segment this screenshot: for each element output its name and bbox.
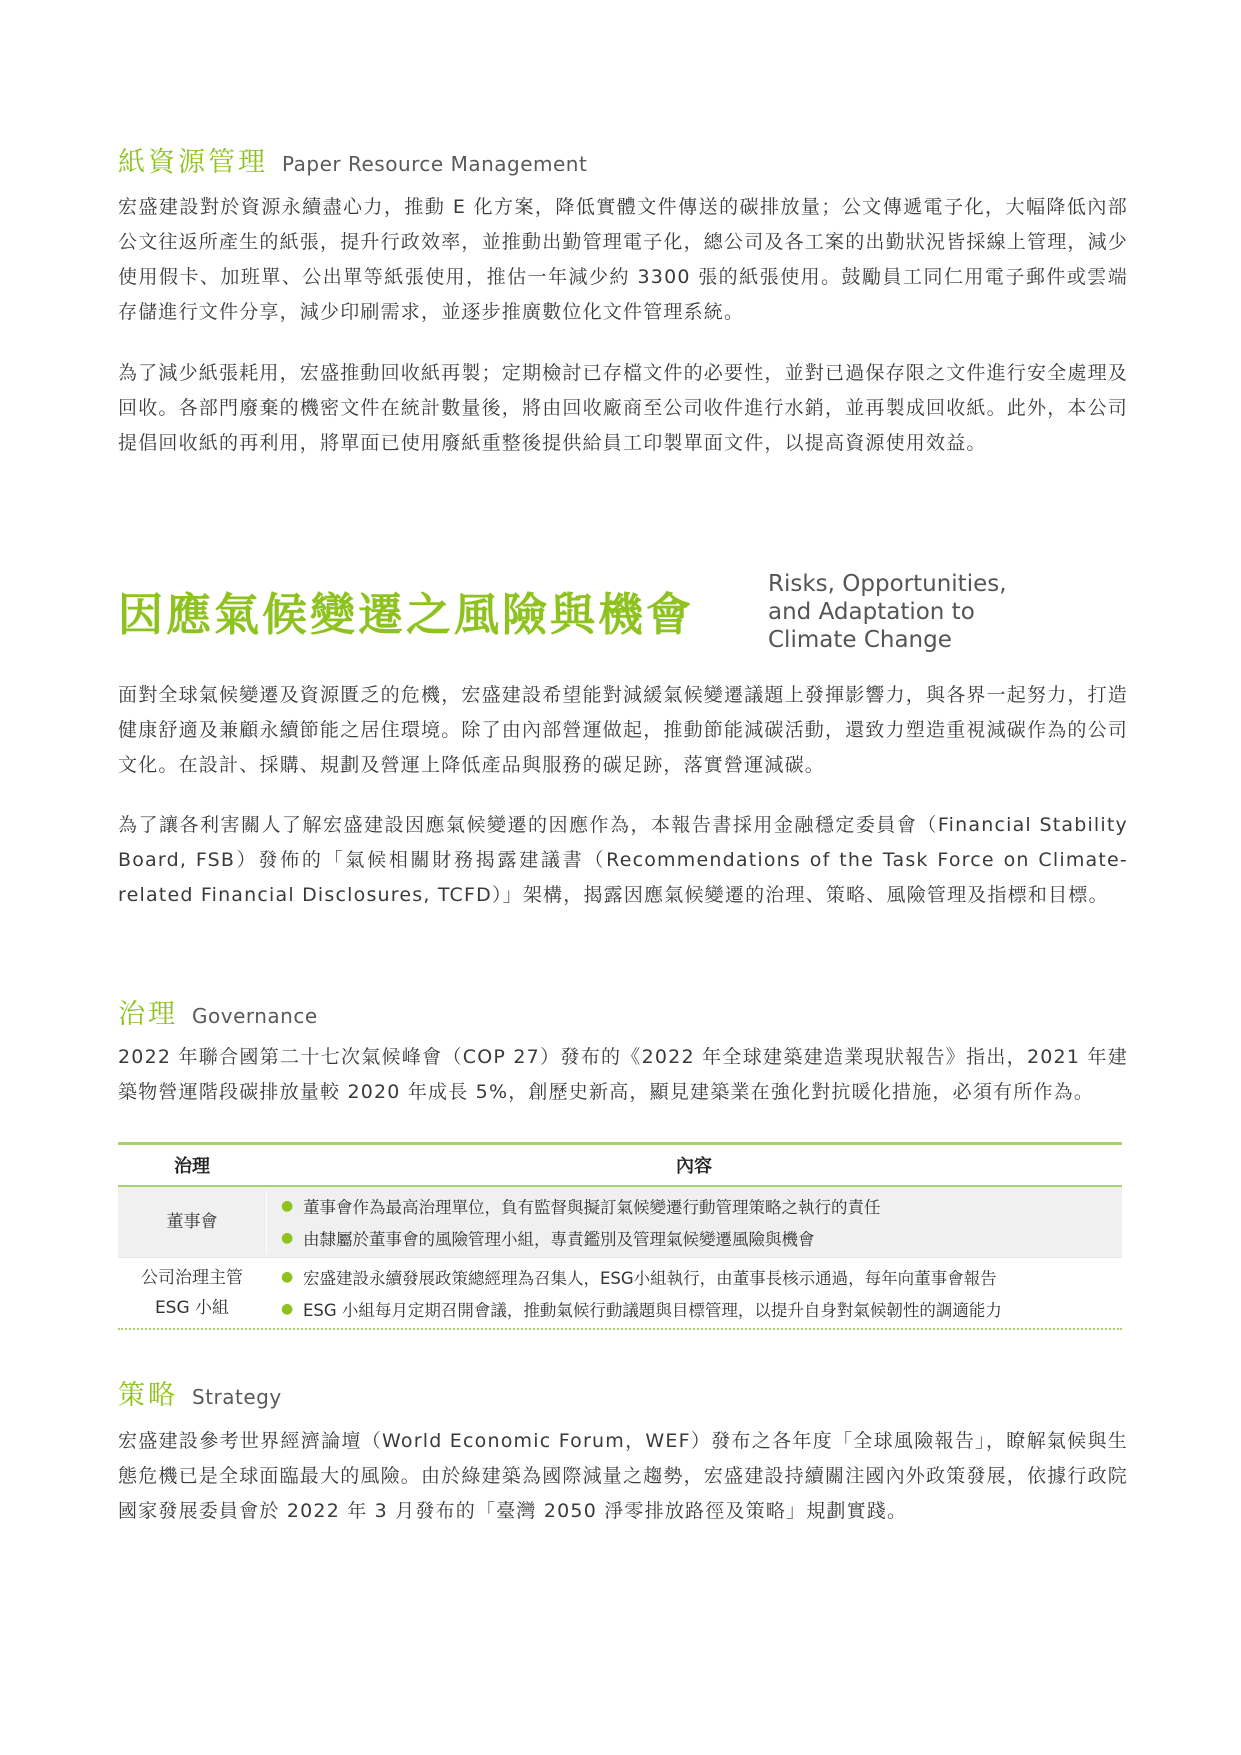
bullet-dot-icon: ●: [281, 1230, 294, 1246]
table-row-name: [118, 1263, 266, 1323]
table-header-governance: 治理: [174, 1156, 210, 1177]
table-row: [118, 1187, 1122, 1257]
row-name-line-1: 公司治理主管: [141, 1268, 243, 1288]
strategy-title-zh: 策略: [118, 1380, 178, 1411]
table-row: [118, 1257, 1122, 1328]
table-bottom-divider: [118, 1328, 1122, 1330]
climate-title-en-line-2: and Adaptation to: [768, 599, 975, 625]
list-item-text: ESG 小組每月定期召開會議，推動氣候行動議題與目標管理，以提升自身對氣候韌性的調適能力: [303, 1301, 1002, 1320]
row-name-line-1: 董事會: [166, 1212, 218, 1232]
climate-title-en-line-3: Climate Change: [768, 627, 952, 653]
bullet-dot-icon: ●: [281, 1198, 294, 1214]
list-item: [279, 1190, 1122, 1222]
list-item: [279, 1293, 1122, 1325]
governance-section-header: [118, 992, 318, 1031]
governance-title-en: Governance: [192, 1004, 318, 1028]
table-header: [118, 1142, 1122, 1187]
climate-title-en: [768, 570, 1068, 654]
climate-title-zh: 因應氣候變遷之風險與機會: [118, 588, 695, 641]
list-item-text: 由隸屬於董事會的風險管理小組，專責鑑別及管理氣候變遷風險與機會: [303, 1230, 815, 1249]
governance-title-zh: 治理: [118, 999, 178, 1030]
climate-paragraph-2: 為了讓各利害關人了解宏盛建設因應氣候變遷的因應作為，本報告書採用金融穩定委員會（Financial Stability Board, FSB）發佈的「氣候相關財務揭露建議書（Recommendations of the Task Force on Climate-related Financial Disclosures, TCFD）」架構，揭露因應氣候變遷的治理、策略、風險管理及指標和目標。: [118, 814, 1128, 906]
paper-section-header: [118, 140, 587, 179]
table-row-name: [118, 1207, 266, 1237]
list-item-text: 董事會作為最高治理單位，負有監督與擬訂氣候變遷行動管理策略之執行的責任: [303, 1198, 881, 1217]
bullet-dot-icon: ●: [281, 1301, 294, 1317]
paper-title-en: Paper Resource Management: [282, 152, 588, 176]
row-name-line-2: ESG 小組: [154, 1298, 230, 1318]
strategy-section-header: [118, 1373, 282, 1412]
list-item: [279, 1261, 1122, 1293]
strategy-paragraph: 宏盛建設參考世界經濟論壇（World Economic Forum，WEF）發布之各年度「全球風險報告」，瞭解氣候與生態危機已是全球面臨最大的風險。由於綠建築為國際減量之趨勢，宏盛建設持續關注國內外政策發展，依據行政院國家發展委員會於 2022 年 3 月發布的「臺灣 2050 淨零排放路徑及策略」規劃實踐。: [118, 1430, 1129, 1522]
list-item-text: 宏盛建設永續發展政策總經理為召集人，ESG小組執行，由董事長核示通過，每年向董事會報告: [303, 1269, 997, 1288]
governance-table: [118, 1142, 1122, 1330]
list-item: [279, 1222, 1122, 1254]
table-header-content: 內容: [676, 1156, 712, 1177]
table-row-content: [266, 1261, 1122, 1325]
climate-paragraph-1: 面對全球氣候變遷及資源匱乏的危機，宏盛建設希望能對減緩氣候變遷議題上發揮影響力，與各界一起努力，打造健康舒適及兼顧永續節能之居住環境。除了由內部營運做起，推動節能減碳活動，還致力塑造重視減碳作為的公司文化。在設計、採購、規劃及營運上降低產品與服務的碳足跡，落實營運減碳。: [118, 684, 1129, 776]
paper-paragraph-1: 宏盛建設對於資源永續盡心力，推動 E 化方案，降低實體文件傳送的碳排放量；公文傳遞電子化，大幅降低內部公文往返所產生的紙張，提升行政效率，並推動出勤管理電子化，總公司及各工案的出勤狀況皆採線上管理，減少使用假卡、加班單、公出單等紙張使用，推估一年減少約 3300 張的紙張使用。鼓勵員工同仁用電子郵件或雲端存儲進行文件分享，減少印刷需求，並逐步推廣數位化文件管理系統。: [118, 196, 1129, 323]
paper-title-zh: 紙資源管理: [118, 147, 268, 178]
table-row-content: [266, 1190, 1122, 1254]
climate-title-en-line-1: Risks, Opportunities,: [768, 571, 1007, 597]
strategy-title-en: Strategy: [192, 1385, 282, 1409]
bullet-dot-icon: ●: [281, 1269, 294, 1285]
governance-paragraph: 2022 年聯合國第二十七次氣候峰會（COP 27）發布的《2022 年全球建築建造業現狀報告》指出，2021 年建築物營運階段碳排放量較 2020 年成長 5%，創歷史新高，顯見建築業在強化對抗暖化措施，必須有所作為。: [118, 1046, 1128, 1103]
paper-paragraph-2: 為了減少紙張耗用，宏盛推動回收紙再製；定期檢討已存檔文件的必要性，並對已過保存限之文件進行安全處理及回收。各部門廢棄的機密文件在統計數量後，將由回收廠商至公司收件進行水銷，並再製成回收紙。此外，本公司提倡回收紙的再利用，將單面已使用廢紙重整後提供給員工印製單面文件，以提高資源使用效益。: [118, 362, 1129, 454]
